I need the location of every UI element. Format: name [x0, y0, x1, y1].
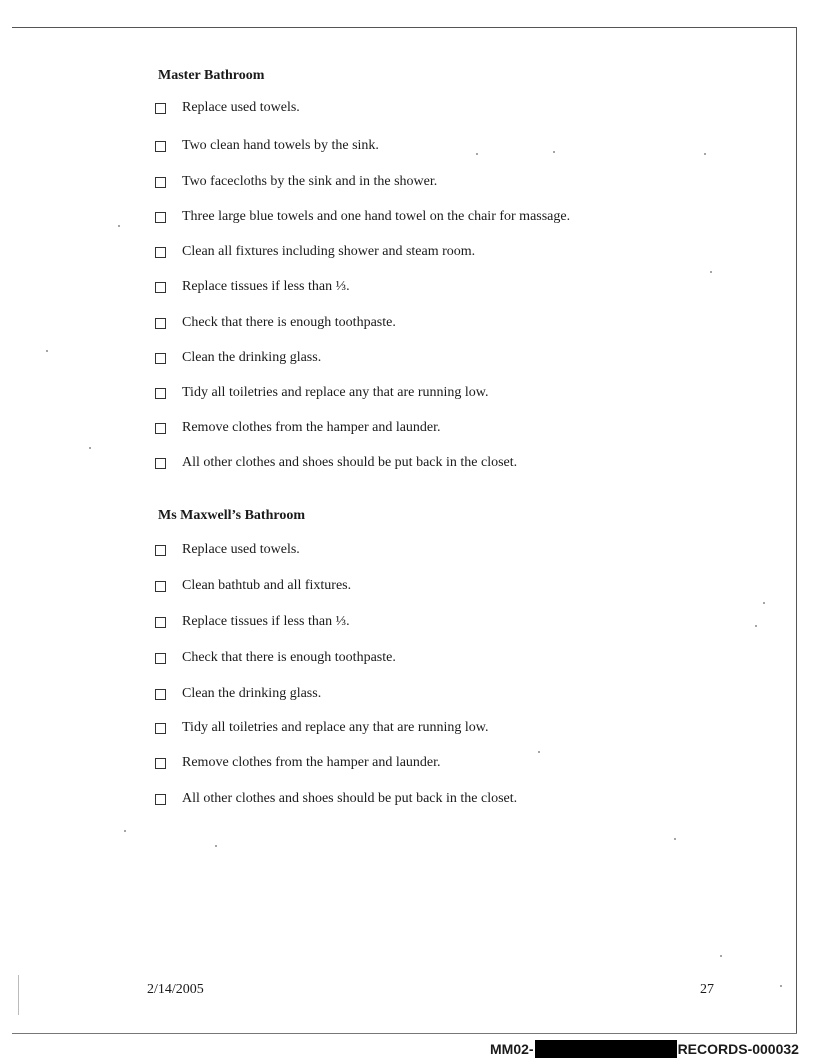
scan-speck — [553, 151, 555, 153]
checklist-item — [155, 578, 351, 594]
checklist-item — [155, 209, 570, 225]
footer-date: 2/14/2005 — [147, 982, 204, 997]
checklist-item-text: Check that there is enough toothpaste. — [182, 650, 396, 665]
checkbox-icon — [155, 423, 166, 434]
checkbox-icon — [155, 103, 166, 114]
checkbox-icon — [155, 353, 166, 364]
bates-suffix: RECORDS-000032 — [677, 1041, 799, 1057]
checkbox-icon — [155, 723, 166, 734]
bates-prefix: MM02- — [490, 1041, 534, 1057]
checkbox-icon — [155, 758, 166, 769]
redaction-bar — [535, 1040, 677, 1058]
checklist-item-text: Tidy all toiletries and replace any that are running low. — [182, 720, 489, 735]
checklist-item — [155, 279, 350, 295]
scan-speck — [674, 838, 676, 840]
section-title-master-bathroom: Master Bathroom — [158, 68, 265, 83]
scan-speck — [538, 751, 540, 753]
checklist-item-text: Three large blue towels and one hand towel on the chair for massage. — [182, 209, 571, 224]
page-border-top — [12, 27, 796, 28]
scan-speck — [476, 153, 478, 155]
checklist-item-text: Replace used towels. — [182, 542, 300, 557]
checklist-item-text: Replace used towels. — [182, 100, 300, 115]
checklist-item — [155, 420, 441, 436]
checklist-item — [155, 686, 321, 702]
footer-page-number: 27 — [700, 982, 714, 997]
page-border-right — [796, 27, 797, 1034]
scan-speck — [124, 830, 126, 832]
checklist-item-text: Remove clothes from the hamper and launder. — [182, 420, 441, 435]
checklist-item-text: Clean bathtub and all fixtures. — [182, 578, 352, 593]
checklist-item-text: Clean the drinking glass. — [182, 686, 322, 701]
checklist-item-text: All other clothes and shoes should be put back in the closet. — [182, 791, 518, 806]
section-title-ms-maxwells-bathroom: Ms Maxwell’s Bathroom — [158, 508, 305, 523]
checklist-item-text: All other clothes and shoes should be put back in the closet. — [182, 455, 518, 470]
checklist-item-text: Clean the drinking glass. — [182, 350, 322, 365]
scan-speck — [89, 447, 91, 449]
checkbox-icon — [155, 458, 166, 469]
checklist-item-text: Tidy all toiletries and replace any that are running low. — [182, 385, 489, 400]
scan-speck — [46, 350, 48, 352]
scan-speck — [780, 985, 782, 987]
checklist-item — [155, 138, 379, 154]
checklist-item — [155, 650, 396, 666]
checkbox-icon — [155, 581, 166, 592]
checklist-item — [155, 100, 300, 116]
checkbox-icon — [155, 212, 166, 223]
checkbox-icon — [155, 282, 166, 293]
checklist-item-text: Check that there is enough toothpaste. — [182, 315, 396, 330]
scan-speck — [720, 955, 722, 957]
scan-speck — [755, 625, 757, 627]
checklist-item — [155, 174, 437, 190]
checklist-item-text: Replace tissues if less than ⅓. — [182, 614, 350, 629]
checklist-item-text: Remove clothes from the hamper and launder. — [182, 755, 441, 770]
checkbox-icon — [155, 545, 166, 556]
checkbox-icon — [155, 388, 166, 399]
checklist-item — [155, 755, 441, 771]
scan-speck — [215, 845, 217, 847]
scan-speck — [763, 602, 765, 604]
checklist-item — [155, 614, 350, 630]
checklist-item — [155, 315, 396, 331]
page-border-bottom — [12, 1033, 797, 1034]
checkbox-icon — [155, 794, 166, 805]
checkbox-icon — [155, 177, 166, 188]
bates-stamp — [490, 1040, 799, 1058]
checklist-item — [155, 791, 517, 807]
checklist-item-text: Two clean hand towels by the sink. — [182, 138, 379, 153]
scan-speck — [710, 271, 712, 273]
checklist-item — [155, 385, 489, 401]
checklist-item-text: Two facecloths by the sink and in the shower. — [182, 174, 438, 189]
checkbox-icon — [155, 653, 166, 664]
checklist-item-text: Clean all fixtures including shower and steam room. — [182, 244, 476, 259]
scan-speck — [704, 153, 706, 155]
checkbox-icon — [155, 318, 166, 329]
scan-speck — [118, 225, 120, 227]
page-border-left-fragment — [18, 975, 19, 1015]
checklist-item — [155, 244, 475, 260]
checklist-item — [155, 720, 489, 736]
checkbox-icon — [155, 689, 166, 700]
checklist-item — [155, 455, 517, 471]
checklist-item — [155, 542, 300, 558]
checklist-item — [155, 350, 321, 366]
checklist-item-text: Replace tissues if less than ⅓. — [182, 279, 350, 294]
checkbox-icon — [155, 141, 166, 152]
checkbox-icon — [155, 247, 166, 258]
checkbox-icon — [155, 617, 166, 628]
